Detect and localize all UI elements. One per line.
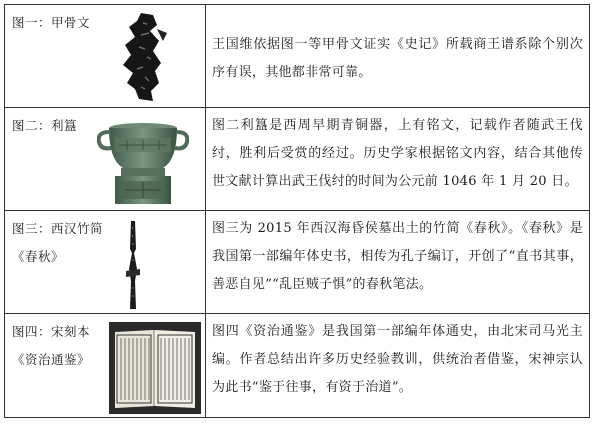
- label-line: 图四：宋刻本: [12, 324, 91, 339]
- row-label: [12, 215, 103, 271]
- row-description: 图四《资治通鉴》是我国第一部编年体通史，由北宋司马光主编。作者总结出许多历史经验教训，供统治者借鉴，宋神宗认为此书“鉴于往事，有资于治道”。: [212, 324, 583, 395]
- printed-book-image: [109, 322, 201, 414]
- label-cell: [5, 5, 206, 108]
- table-row: [5, 314, 590, 418]
- row-label: [12, 318, 90, 374]
- description-cell: [206, 211, 590, 314]
- description-cell: [206, 314, 590, 418]
- row-description: 图三为 2015 年西汉海昏侯墓出土的竹简《春秋》。《春秋》是我国第一部编年体史书，相传为孔子编订，开创了“直书其事，善恶自见”“乱臣贼子惧”的春秋笔法。: [212, 221, 583, 292]
- row-description: 图二利簋是西周早期青铜器，上有铭文，记载作者随武王伐纣，胜利后受赏的经过。历史学家根据铭文内容，结合其他传世文献计算出武王伐纣的时间为公元前 1046 年 1 月 20 日。: [212, 118, 583, 189]
- label-cell: [5, 314, 206, 418]
- table-row: [5, 211, 590, 314]
- label-line: 图三：西汉竹简: [12, 221, 104, 236]
- table-row: [5, 5, 590, 108]
- description-cell: [206, 5, 590, 108]
- row-description: 王国维依据图一等甲骨文证实《史记》所载商王谱系除个别次序有误，其他都非常可靠。: [212, 37, 583, 80]
- label-cell: [5, 211, 206, 314]
- row-label: [12, 112, 77, 140]
- history-sources-table: [4, 4, 590, 418]
- row-label: [12, 9, 90, 37]
- label-line: 图一：甲骨文: [12, 15, 91, 30]
- label-cell: [5, 108, 206, 211]
- oracle-bone-image: [117, 11, 173, 103]
- label-line: 《资治通鉴》: [12, 352, 91, 367]
- bamboo-slip-image: [123, 219, 143, 311]
- label-line: 图二：利簋: [12, 118, 78, 133]
- label-line: 《春秋》: [12, 249, 65, 264]
- table-row: [5, 108, 590, 211]
- bronze-vessel-image: [97, 120, 189, 206]
- description-cell: [206, 108, 590, 211]
